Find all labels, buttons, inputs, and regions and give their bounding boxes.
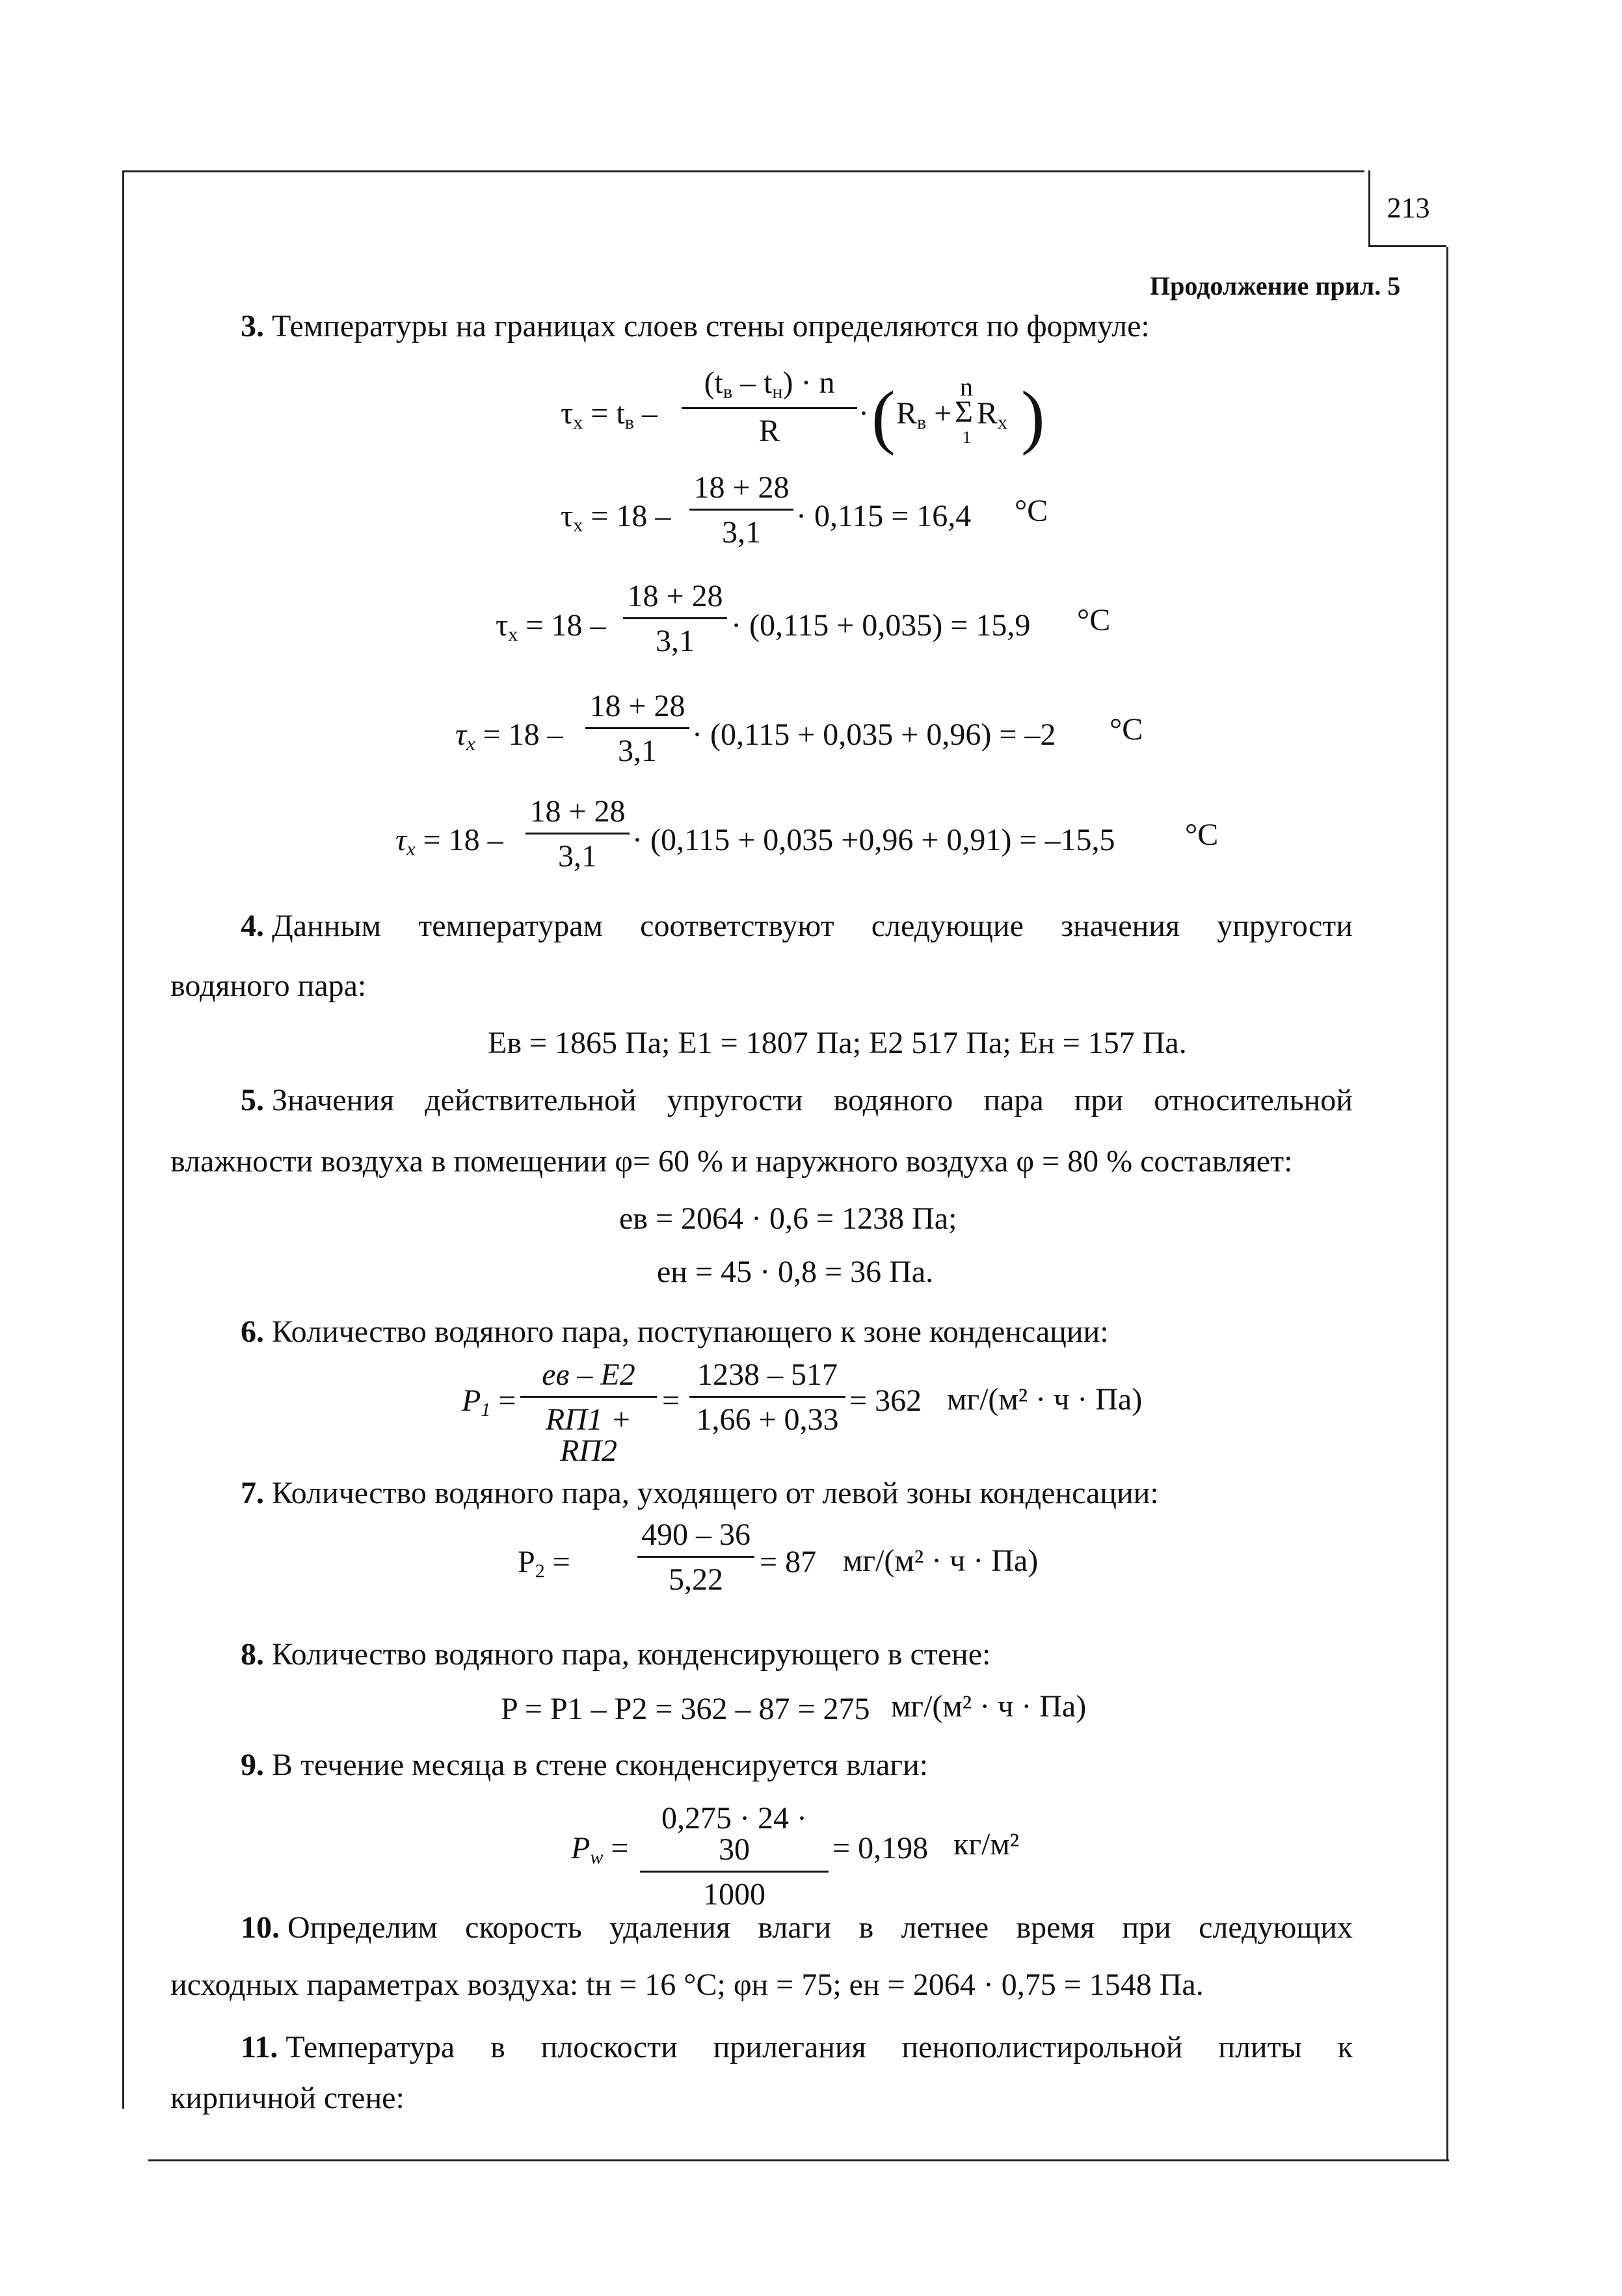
item4-values: Ев = 1865 Па; Е1 = 1807 Па; Е2 517 Па; Ен = 157 Па. [488,1026,1187,1060]
item9-lhs: $P_w$ = [571,1831,629,1868]
item7-unit: мг/(м² · ч · Па) [843,1543,1039,1578]
item5-eq2: ен = 45 · 0,8 = 36 Па. [657,1255,934,1289]
formula-general-paren-right: ) [1021,377,1045,456]
tau-line-2-fraction: $\frac{18 + 28}{3,1}$ [623,581,727,657]
tau-line-3-unit: °C [1110,712,1143,747]
frame-left-line [122,170,124,2109]
tau-line-3-fraction: $\frac{18 + 28}{3,1}$ [585,691,689,767]
frame-top-line [122,170,1364,172]
item3-number: 3. [241,309,264,343]
formula-general-paren-left: ( [871,377,896,456]
item11-line1: 11. Температура в плоскости прилегания пенополистирольной плиты к [241,2030,1353,2064]
appendix-header: Продолжение прил. 5 [1150,271,1401,300]
tau-line-4-unit: °C [1185,818,1219,852]
formula-general-fraction: $(t_в - t_н) \cdot n$ R [682,367,857,447]
tau-line-1-lhs: $\tau_х = 18$ – [561,499,671,536]
tau-line-2-unit: °C [1077,603,1111,637]
formula-general-dot: · [858,396,869,431]
tau-line-2-rhs: · (0,115 + 0,035) = 15,9 [731,608,1031,643]
sum-symbol: Σ [955,395,973,429]
item7-result: = 87 [760,1545,817,1579]
tau-line-1-rhs: · 0,115 = 16,4 [796,499,972,533]
item8-equation: P = P1 – P2 = 362 – 87 = 275 [501,1692,870,1726]
item8-unit: мг/(м² · ч · Па) [891,1689,1087,1724]
item6-fraction-numeric: $\frac{1238 - 517}{1,66 + 0,33}$ [689,1359,845,1435]
item5-eq1: ев = 2064 · 0,6 = 1238 Па; [619,1201,957,1236]
item6-result: = 362 [849,1383,922,1418]
item3-paragraph [241,311,1150,342]
item10-line2: исходных параметрах воздуха: tн = 16 °С; φн = 75; ен = 2064 · 0,75 = 1548 Па. [170,1968,1204,2002]
item9-result: = 0,198 [832,1831,929,1865]
item6-lhs: $P_1$ = [462,1383,516,1421]
formula-tau-general-lhs: $\tau_х = t_в$ – [561,396,658,433]
item5-line2: влажности воздуха в помещении φ= 60 % и наружного воздуха φ = 80 % составляет: [170,1144,1293,1179]
item7-fraction: $\frac{490 - 36}{5,22}$ [637,1519,754,1595]
tau-line-1-fraction: $\frac{18 + 28}{3,1}$ [689,472,793,548]
item7-lhs: $P_2$ = [518,1545,570,1582]
tau-line-1-unit: °C [1015,494,1048,528]
tau-line-4-rhs: · (0,115 + 0,035 +0,96 + 0,91) = –15,5 [632,823,1115,857]
frame-right-line [1446,247,1448,2159]
sum-upper-limit: n [960,372,973,401]
tau-line-4-lhs: $\tau_x = 18$ – [395,823,503,860]
item6-fraction-symbolic: eв – E2 RП1 + RП2 [520,1359,657,1467]
sum-lower-limit: 1 [963,428,971,447]
item6-equals: = [662,1383,680,1418]
item6-paragraph: 6. Количество водяного пара, поступающего к зоне конденсации: [241,1315,1109,1349]
item4-line2: водяного пара: [170,968,367,1003]
item8-paragraph: 8. Количество водяного пара, конденсирующего в стене: [241,1637,991,1672]
item10-line1: 10. Определим скорость удаления влаги в летнее время при следующих [241,1910,1353,1945]
item9-unit: кг/м² [953,1827,1020,1862]
tau-line-3-rhs: · (0,115 + 0,035 + 0,96) = –2 [692,717,1056,752]
frame-bottom-line [148,2159,1449,2161]
item7-paragraph: 7. Количество водяного пара, уходящего от левой зоны конденсации: [241,1476,1159,1510]
formula-general-rx: $R_x$ [977,396,1008,433]
item3-text: Температуры на границах слоев стены определяются по формуле: [272,309,1150,343]
item11-line2: кирпичной стене: [170,2081,405,2115]
tau-line-2-lhs: $\tau_х = 18$ – [496,608,606,645]
item9-fraction: $\frac{0,275 \cdot 24 \cdot 30}{1000}$ [640,1803,829,1910]
item6-unit: мг/(м² · ч · Па) [947,1382,1143,1417]
item5-line1: 5. Значения действительной упругости водяного пара при относительной [241,1083,1353,1117]
tau-line-4-fraction: $\frac{18 + 28}{3,1}$ [525,796,630,872]
page-number: 213 [1368,170,1446,247]
tau-line-3-lhs: $\tau_x = 18$ – [455,717,563,754]
item9-paragraph: 9. В течение месяца в стене сконденсируется влаги: [241,1748,928,1782]
item4-line1: 4. Данным температурам соответствуют следующие значения упругости [241,909,1353,943]
formula-general-rb: $R_в$ + [896,396,952,433]
